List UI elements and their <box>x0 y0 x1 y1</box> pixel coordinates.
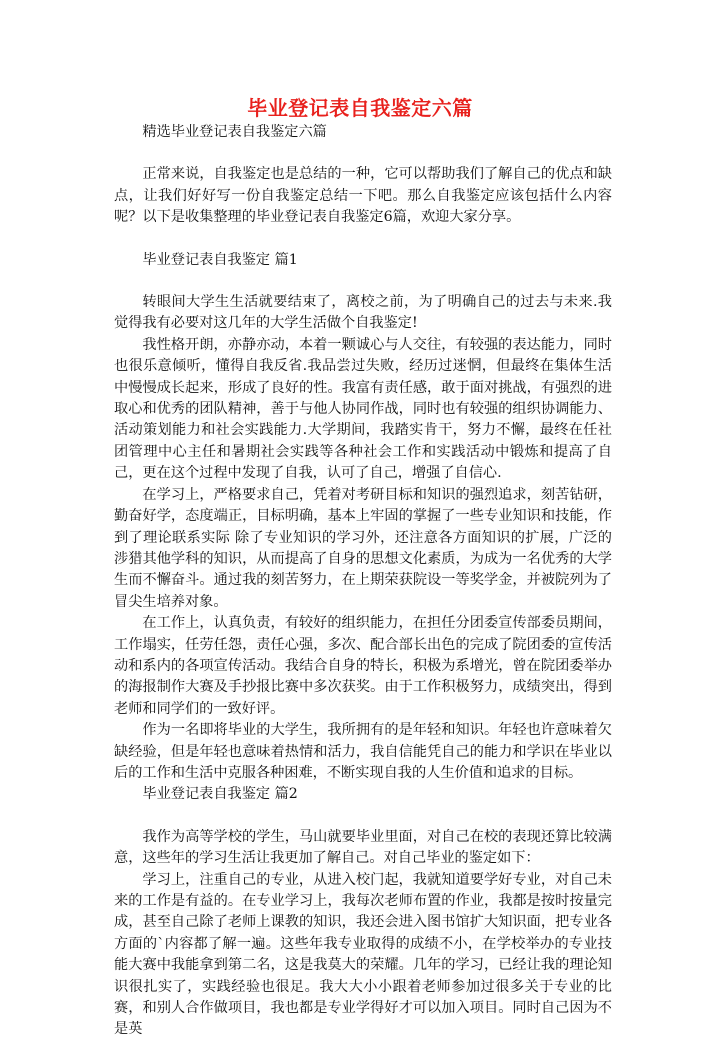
paragraph: 转眼间大学生生活就要结束了，离校之前，为了明确自己的过去与未来.我觉得我有必要对这几年的大学生活做个自我鉴定! <box>114 294 612 332</box>
paragraph: 我性格开朗，亦静亦动，本着一颗诚心与人交往，有较强的表达能力，同时也很乐意倾听，懂得自我反省.我品尝过失败，经历过迷惘，但最终在集体生活中慢慢成长起来，形成了良好的性。我富有责任感，敢于面对挑战，有强烈的进取心和优秀的团队精神，善于与他人协同作战，同时也有较强的组织协调能力、活动策划能力和社会实践能力.大学期间，我踏实肯干，努力不懈，最终在任社团管理中心主任和暑期社会实践等各种社会工作和实践活动中锻炼和提高了自己，更在这个过程中发现了自我，认可了自己，增强了自信心. <box>114 336 612 482</box>
document-title: 毕业登记表自我鉴定六篇 <box>247 96 473 120</box>
paragraph: 在工作上，认真负责，有较好的组织能力，在担任分团委宣传部委员期间，工作塌实，任劳任怨，责任心强，多次、配合部长出色的完成了院团委的宣传活动和系内的各项宣传活动。我结合自身的特长，积极为系增光，曾在院团委举办的海报制作大赛及手抄报比赛中多次获奖。由于工作积极努力，成绩突出，得到老师和同学们的一致好评。 <box>114 615 612 717</box>
section-heading: 毕业登记表自我鉴定 篇2 <box>142 786 298 803</box>
paragraph: 作为一名即将毕业的大学生，我所拥有的是年轻和知识。年轻也许意味着欠缺经验，但是年轻也意味着热情和活力，我自信能凭自己的能力和学识在毕业以后的工作和生活中克服各种困难，不断实现自我的人生价值和追求的目标。 <box>114 722 612 781</box>
paragraph: 在学习上，严格要求自己，凭着对考研目标和知识的强烈追求，刻苦钻研，勤奋好学，态度端正，目标明确，基本上牢固的掌握了一些专业知识和技能，作到了理论联系实际 除了专业知识的学习外，还注意各方面知识的扩展，广泛的涉猎其他学科的知识，从而提高了自身的思想文化素质，为成为一名优秀的大学生而不懈奋斗。通过我的刻苦努力，在上期荣获院设一等奖学金，并被院列为了冒尖生培养对象。 <box>114 486 612 610</box>
document-body <box>114 122 612 1041</box>
intro-paragraph: 正常来说，自我鉴定也是总结的一种，它可以帮助我们了解自己的优点和缺点，让我们好好写一份自我鉴定总结一下吧。那么自我鉴定应该包括什么内容呢？以下是收集整理的毕业登记表自我鉴定6篇，欢迎大家分享。 <box>114 166 612 226</box>
paragraph: 学习上，注重自己的专业，从进入校门起，我就知道要学好专业，对自己未来的工作是有益的。在专业学习上，我每次老师布置的作业，我都是按时按量完成，甚至自己除了老师上课教的知识，我还会进入图书馆扩大知识面，把专业各方面的`内容都了解一遍。这些年我专业取得的成绩不小，在学校举办的专业技能大赛中我能拿到第二名，这是我莫大的荣耀。几年的学习，已经让我的理论知识很扎实了，实践经验也很足。我大大小小跟着老师参加过很多关于专业的比赛，和别人合作做项目，我也都是专业学得好才可以加入项目。同时自己因为不是英 <box>114 871 612 1038</box>
document-subtitle: 精选毕业登记表自我鉴定六篇 <box>142 124 327 140</box>
paragraph: 我作为高等学校的学生，马山就要毕业里面，对自己在校的表现还算比较满意，这些年的学习生活让我更加了解自己。对自己毕业的鉴定如下： <box>114 828 612 867</box>
section-heading: 毕业登记表自我鉴定 篇1 <box>142 251 298 268</box>
